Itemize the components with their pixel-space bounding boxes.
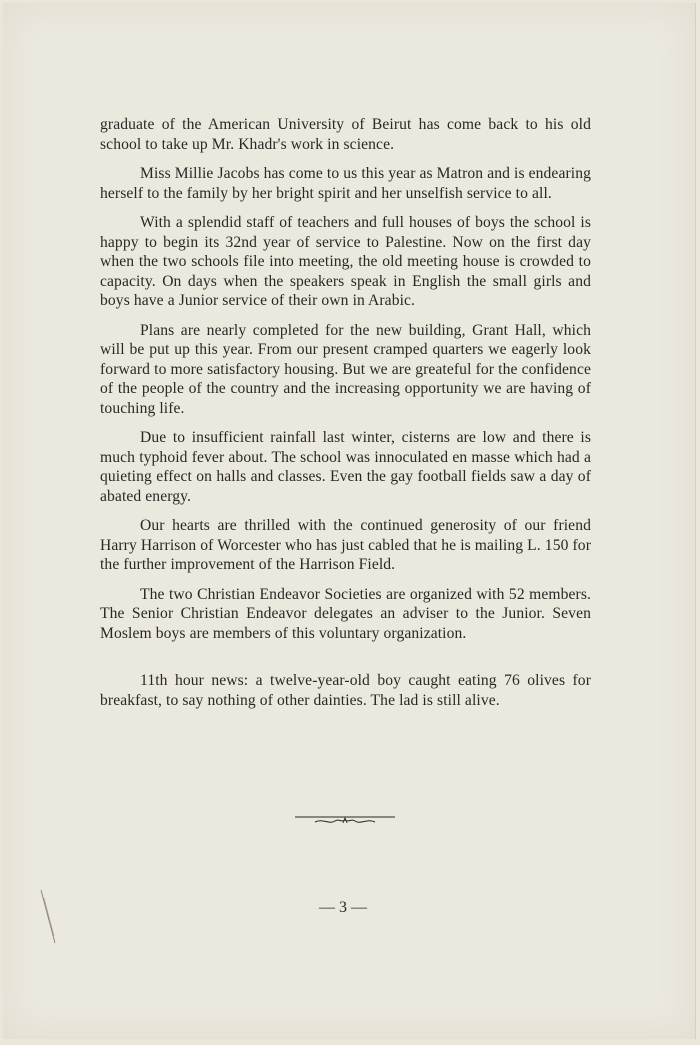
paper-crease-mark-icon	[39, 888, 59, 948]
document-page	[3, 3, 696, 1039]
paragraph-grant-hall: Plans are nearly completed for the new building, Grant Hall, which will be put up this year. From our present cramped quarters we eagerly look forward to more satisfactory housing. But we are greateful for the confidence of the people of the country and the increasing opportunity we are having of touching life.	[100, 321, 591, 417]
paragraph-harrison-field: Our hearts are thrilled with the continued generosity of our friend Harry Harrison of Worcester who has just cabled that he is mailing L. 150 for the further improvement of the Harrison Field.	[100, 517, 591, 573]
paragraph-christian-endeavor: The two Christian Endeavor Societies are organized with 52 members. The Senior Christian Endeavor delegates an adviser to the Junior. Seven Moslem boys are members of this voluntary organization.	[100, 585, 591, 642]
paragraph-graduate: graduate of the American University of Beirut has come back to his old school to take up Mr. Khadr's work in science.	[100, 116, 591, 153]
ornament-divider-icon	[295, 811, 395, 829]
paragraph-school-year: With a splendid staff of teachers and full houses of boys the school is happy to begin its 32nd year of service to Palestine. Now on the first day when the two schools file into meeting, the old meeting house is crowded to capacity. On days when the speakers speak in English the small girls and boys have a Junior service of their own in Arabic.	[100, 214, 591, 309]
page-number: — 3 —	[319, 899, 367, 916]
paragraph-typhoid: Due to insufficient rainfall last winter, cisterns are low and there is much typhoid fever about. The school was innoculated en masse which had a quieting effect on halls and classes. Even the gay football fields saw a day of abated energy.	[100, 429, 591, 505]
paragraph-matron: Miss Millie Jacobs has come to us this year as Matron and is endearing herself to the family by her bright spirit and her unselfish service to all.	[100, 165, 591, 202]
paragraph-late-news: 11th hour news: a twelve-year-old boy caught eating 76 olives for breakfast, to say nothing of other dainties. The lad is still alive.	[100, 672, 591, 709]
body-text	[100, 115, 591, 720]
